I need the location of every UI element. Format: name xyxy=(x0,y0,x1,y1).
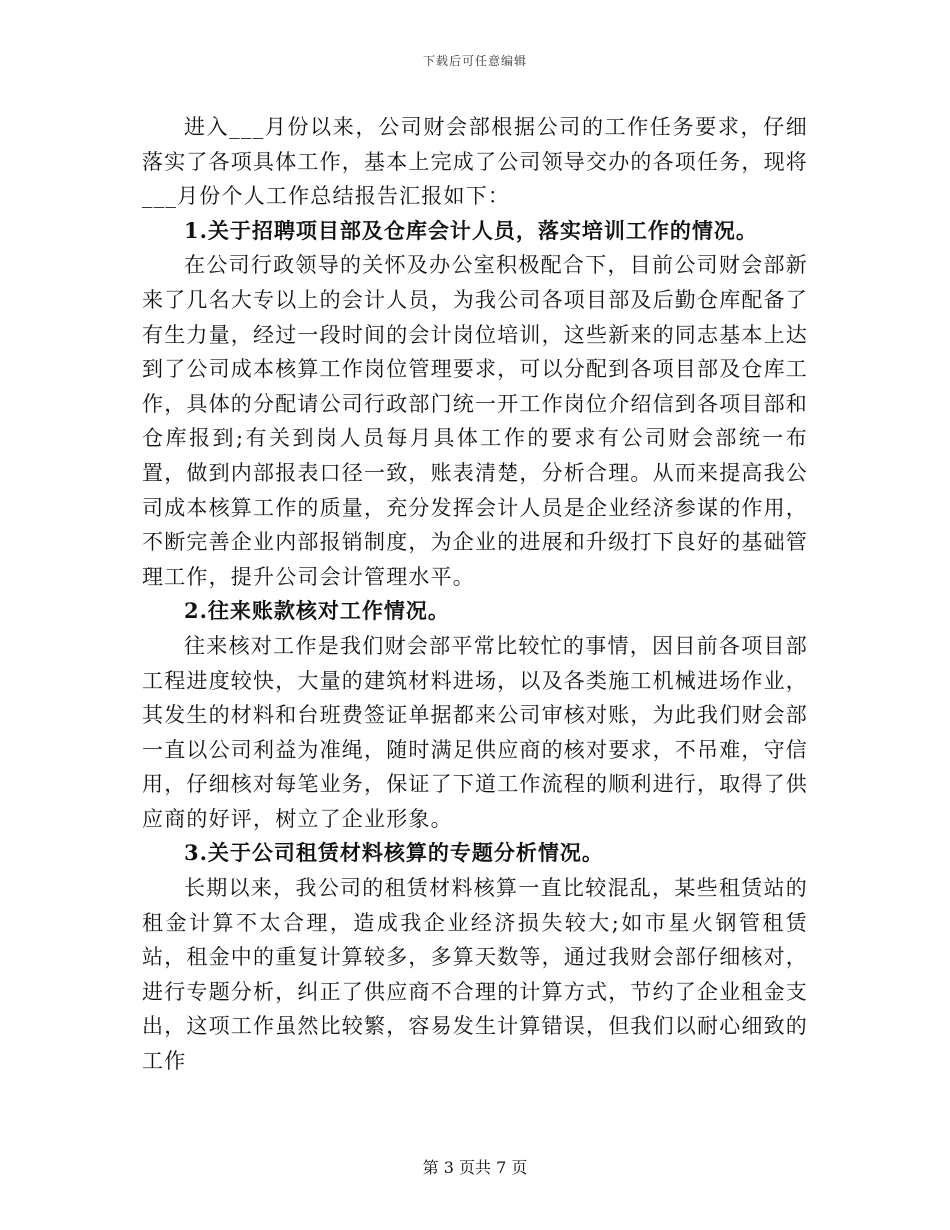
document-body xyxy=(142,110,808,1079)
page-footer: 第 3 页共 7 页 xyxy=(422,1158,528,1177)
section-2-paragraph: 往来核对工作是我们财会部平常比较忙的事情，因目前各项目部工程进度较快，大量的建筑材料进场，以及各类施工机械进场作业，其发生的材料和台班费签证单据都来公司审核对账，为此我们财会部一直以公司利益为准绳，随时满足供应商的核对要求，不吊难，守信用，仔细核对每笔业务，保证了下道工作流程的顺利进行，取得了供应商的好评，树立了企业形象。 xyxy=(142,633,808,831)
section-2-heading: 2.往来账款核对工作情况。 xyxy=(184,598,450,624)
section-1-heading: 1.关于招聘项目部及仓库会计人员，落实培训工作的情况。 xyxy=(184,217,758,243)
section-3-heading: 3.关于公司租赁材料核算的专题分析情况。 xyxy=(184,840,604,866)
section-3-paragraph: 长期以来，我公司的租赁材料核算一直比较混乱，某些租赁站的租金计算不太合理，造成我企业经济损失较大;如市星火钢管租赁站，租金中的重复计算较多，多算天数等，通过我财会部仔细核对，进行专题分析，纠正了供应商不合理的计算方式，节约了企业租金支出，这项工作虽然比较繁，容易发生计算错误，但我们以耐心细致的工作 xyxy=(142,876,808,1074)
section-1-paragraph: 在公司行政领导的关怀及办公室积极配合下，目前公司财会部新来了几名大专以上的会计人员，为我公司各项目部及后勤仓库配备了有生力量，经过一段时间的会计岗位培训，这些新来的同志基本上达到了公司成本核算工作岗位管理要求，可以分配到各项目部及仓库工作，具体的分配请公司行政部门统一开工作岗位介绍信到各项目部和仓库报到;有关到岗人员每月具体工作的要求有公司财会部统一布置，做到内部报表口径一致，账表清楚，分析合理。从而来提高我公司成本核算工作的质量，充分发挥会计人员是企业经济参谋的作用，不断完善企业内部报销制度，为企业的进展和升级打下良好的基础管理工作，提升公司会计管理水平。 xyxy=(142,253,808,589)
intro-paragraph: 进入___月份以来，公司财会部根据公司的工作任务要求，仔细落实了各项具体工作，基本上完成了公司领导交办的各项任务，现将___月份个人工作总结报告汇报如下： xyxy=(142,115,808,209)
page-header: 下载后可任意编辑 xyxy=(422,54,527,68)
